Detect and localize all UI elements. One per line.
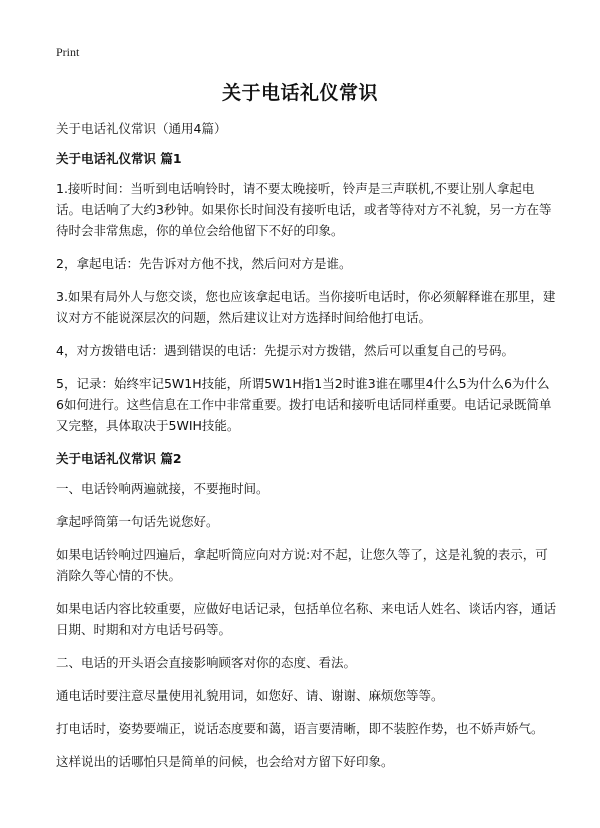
paragraph: 这样说出的话哪怕只是简单的问候，也会给对方留下好印象。 xyxy=(56,754,394,769)
paragraph: 2，拿起电话：先告诉对方他不找，然后问对方是谁。 xyxy=(56,256,352,271)
section-heading-2: 关于电话礼仪常识 篇2 xyxy=(56,451,182,466)
paragraph: 二、电话的开头语会直接影响顾客对你的态度、看法。 xyxy=(56,655,357,670)
print-link[interactable]: Print xyxy=(56,45,80,59)
paragraph: 4，对方拨错电话：遇到错误的电话：先提示对方拨错，然后可以重复自己的号码。 xyxy=(56,343,514,358)
paragraph: 一、电话铃响两遍就接，不要拖时间。 xyxy=(56,481,269,496)
paragraph: 如果电话内容比较重要，应做好电话记录，包括单位名称、来电话人姓名、谈话内容，通话日期、时期和对方电话号码等。 xyxy=(56,601,557,637)
document-body xyxy=(56,118,556,784)
paragraph: 拿起呼筒第一句话先说您好。 xyxy=(56,514,219,529)
paragraph: 如果电话铃响过四遍后，拿起听筒应向对方说:对不起，让您久等了，这是礼貌的表示，可消除久等心情的不快。 xyxy=(56,547,548,583)
section-heading-1: 关于电话礼仪常识 篇1 xyxy=(56,151,182,166)
paragraph: 1.接听时间：当听到电话响铃时，请不要太晚接听，铃声是三声联机,不要让别人拿起电话。电话响了大约3秒钟。如果你长时间没有接听电话，或者等待对方不礼貌，另一方在等待时会非常焦虑，你的单位会给他留下不好的印象。 xyxy=(56,181,552,238)
paragraph: 3.如果有局外人与您交谈，您也应该拿起电话。当你接听电话时，你必须解释谁在那里，建议对方不能说深层次的问题，然后建议让对方选择时间给他打电话。 xyxy=(56,289,556,325)
paragraph: 通电话时要注意尽量使用礼貌用词，如您好、请、谢谢、麻烦您等等。 xyxy=(56,688,444,703)
page-title: 关于电话礼仪常识 xyxy=(221,82,378,104)
document-subtitle: 关于电话礼仪常识（通用4篇） xyxy=(56,121,227,136)
paragraph: 5，记录：始终牢记5W1H技能，所谓5W1H指1当2时谁3谁在哪里4什么5为什么6为什么6如何进行。这些信息在工作中非常重要。拨打电话和接听电话同样重要。电话记录既简单又完整，具体取决于5WIH技能。 xyxy=(56,376,552,433)
paragraph: 打电话时，姿势要端正，说话态度要和蔼，语言要清晰，即不装腔作势，也不娇声娇气。 xyxy=(56,721,544,736)
